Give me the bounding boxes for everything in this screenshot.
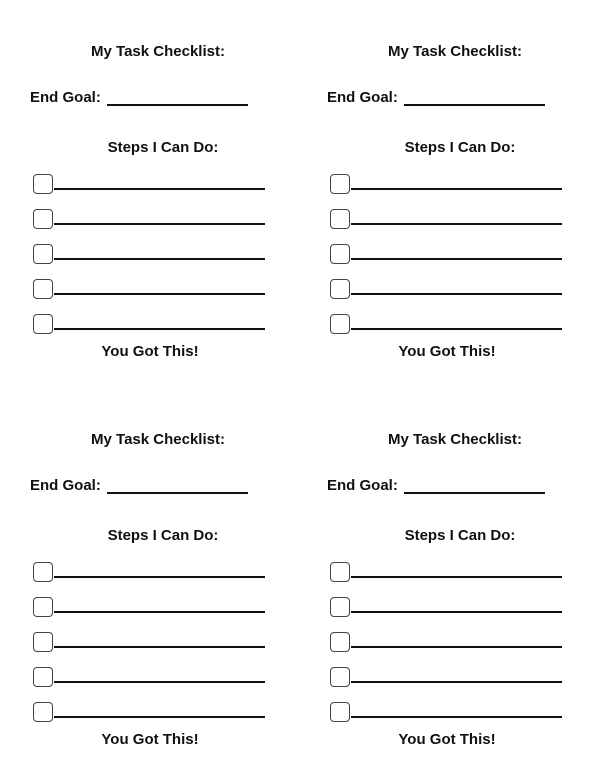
step-row (330, 667, 562, 688)
end-goal-write-line[interactable] (404, 104, 545, 106)
steps-heading: Steps I Can Do: (404, 139, 516, 156)
step-checkbox[interactable] (33, 597, 53, 617)
step-row (33, 174, 265, 195)
step-write-line[interactable] (54, 328, 265, 330)
step-write-line[interactable] (54, 646, 265, 648)
encouragement-footer: You Got This! (398, 343, 496, 360)
encouragement-footer: You Got This! (101, 343, 199, 360)
checklist-title: My Task Checklist: (388, 43, 522, 60)
step-write-line[interactable] (54, 223, 265, 225)
checklist-title: My Task Checklist: (388, 431, 522, 448)
checklist-title: My Task Checklist: (91, 43, 225, 60)
steps-heading: Steps I Can Do: (107, 139, 219, 156)
end-goal-label: End Goal: (30, 89, 101, 106)
task-checklist-card (0, 0, 300, 388)
step-row (33, 632, 265, 653)
step-row (33, 314, 265, 335)
step-write-line[interactable] (351, 293, 562, 295)
step-write-line[interactable] (54, 681, 265, 683)
task-checklist-card (297, 0, 597, 388)
step-checkbox[interactable] (330, 209, 350, 229)
step-write-line[interactable] (351, 681, 562, 683)
step-checkbox[interactable] (330, 314, 350, 334)
end-goal-label: End Goal: (30, 477, 101, 494)
step-write-line[interactable] (54, 576, 265, 578)
step-row (33, 597, 265, 618)
steps-heading: Steps I Can Do: (107, 527, 219, 544)
end-goal-write-line[interactable] (107, 104, 248, 106)
step-row (33, 209, 265, 230)
step-checkbox[interactable] (33, 209, 53, 229)
checklist-title: My Task Checklist: (91, 431, 225, 448)
end-goal-write-line[interactable] (107, 492, 248, 494)
step-checkbox[interactable] (33, 174, 53, 194)
task-checklist-card (297, 388, 597, 776)
step-checkbox[interactable] (33, 632, 53, 652)
step-row (330, 209, 562, 230)
step-checkbox[interactable] (330, 244, 350, 264)
step-write-line[interactable] (54, 258, 265, 260)
step-write-line[interactable] (351, 223, 562, 225)
step-checkbox[interactable] (33, 667, 53, 687)
step-checkbox[interactable] (330, 702, 350, 722)
step-write-line[interactable] (351, 328, 562, 330)
step-checkbox[interactable] (330, 667, 350, 687)
step-checkbox[interactable] (330, 562, 350, 582)
step-row (330, 314, 562, 335)
step-write-line[interactable] (351, 258, 562, 260)
step-row (33, 244, 265, 265)
step-checkbox[interactable] (330, 632, 350, 652)
encouragement-footer: You Got This! (398, 731, 496, 748)
encouragement-footer: You Got This! (101, 731, 199, 748)
step-row (330, 562, 562, 583)
end-goal-write-line[interactable] (404, 492, 545, 494)
end-goal-label: End Goal: (327, 89, 398, 106)
step-write-line[interactable] (54, 293, 265, 295)
step-row (330, 632, 562, 653)
step-row (33, 702, 265, 723)
step-row (33, 667, 265, 688)
step-row (330, 597, 562, 618)
step-checkbox[interactable] (33, 314, 53, 334)
step-write-line[interactable] (351, 611, 562, 613)
step-write-line[interactable] (351, 716, 562, 718)
step-write-line[interactable] (54, 611, 265, 613)
step-write-line[interactable] (351, 646, 562, 648)
step-row (33, 562, 265, 583)
step-checkbox[interactable] (33, 244, 53, 264)
step-row (330, 279, 562, 300)
step-checkbox[interactable] (330, 174, 350, 194)
step-write-line[interactable] (351, 188, 562, 190)
task-checklist-card (0, 388, 300, 776)
end-goal-label: End Goal: (327, 477, 398, 494)
step-checkbox[interactable] (33, 562, 53, 582)
steps-heading: Steps I Can Do: (404, 527, 516, 544)
step-row (330, 174, 562, 195)
step-checkbox[interactable] (330, 597, 350, 617)
step-checkbox[interactable] (33, 702, 53, 722)
step-checkbox[interactable] (33, 279, 53, 299)
step-row (33, 279, 265, 300)
step-row (330, 702, 562, 723)
step-row (330, 244, 562, 265)
step-write-line[interactable] (351, 576, 562, 578)
step-write-line[interactable] (54, 188, 265, 190)
step-checkbox[interactable] (330, 279, 350, 299)
step-write-line[interactable] (54, 716, 265, 718)
